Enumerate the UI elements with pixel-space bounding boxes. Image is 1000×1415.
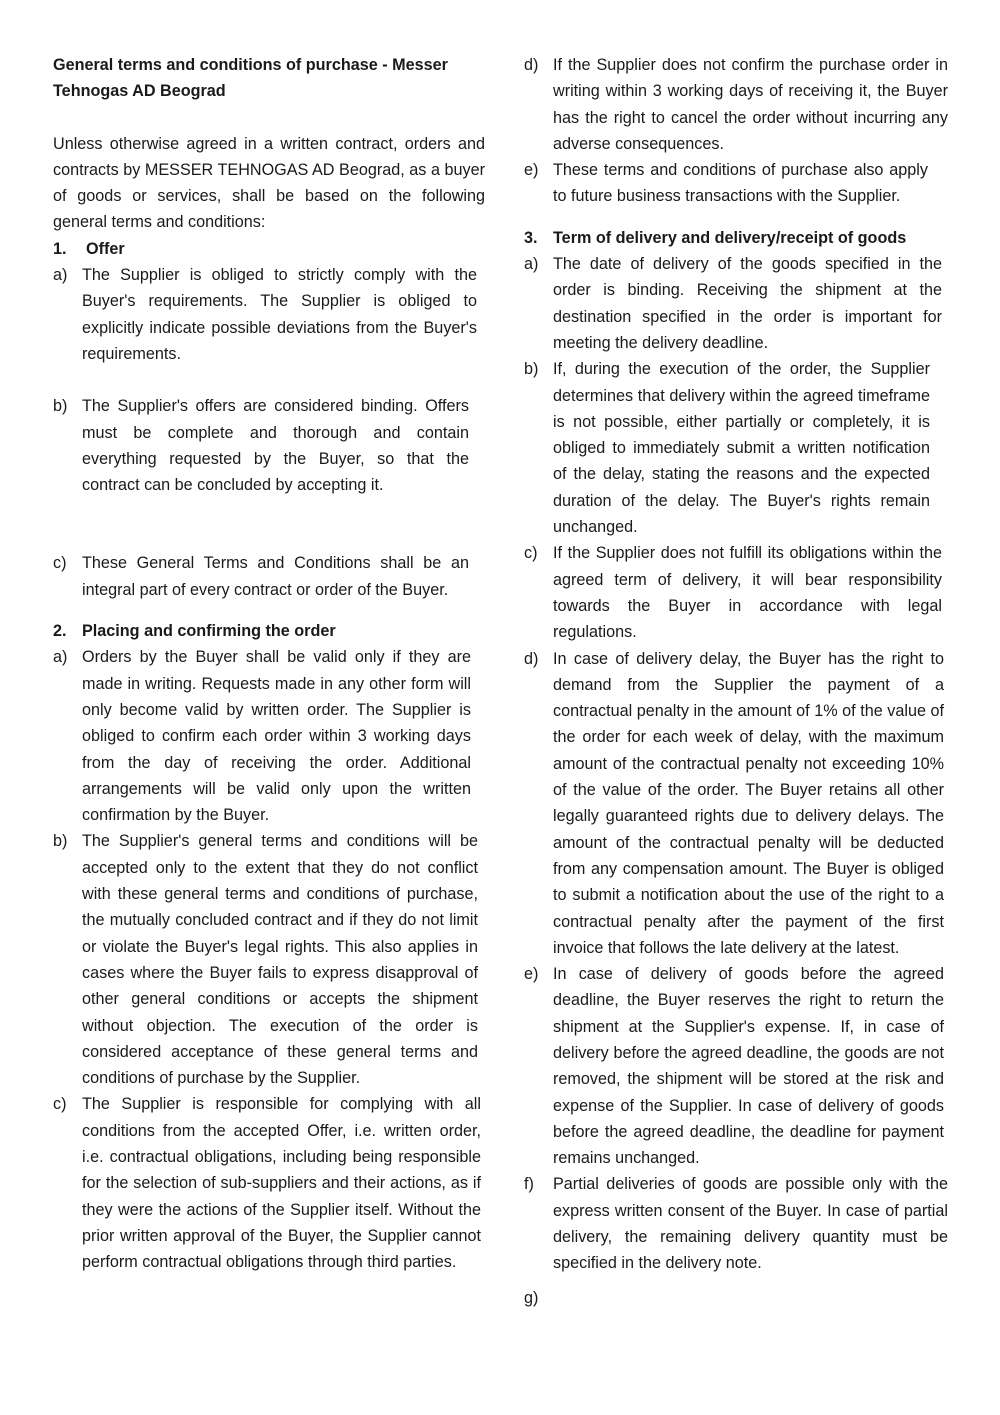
section-heading-offer <box>53 236 485 262</box>
clause-marker: a) <box>53 648 68 667</box>
clause-marker: c) <box>53 1095 67 1114</box>
section-number: 1. <box>53 239 67 258</box>
clause-marker: g) <box>524 1288 539 1307</box>
clause-marker: e) <box>524 161 539 180</box>
document-title: General terms and conditions of purchase - Messer Tehnogas AD Beograd <box>53 56 448 101</box>
section-title: Offer <box>86 239 125 258</box>
clause-text: These terms and conditions of purchase also apply to future business transactions with the Supplier. <box>553 161 928 206</box>
clause-text: Orders by the Buyer shall be valid only if they are made in writing. Requests made in any other form will only become valid by written order. The Supplier is obliged to confirm each order within 3 working days from the day of receiving the order. Additional arrangements will be valid only upon the written confirmation by the Buyer. <box>82 648 471 825</box>
clause-2a <box>53 644 471 828</box>
clause-text: In case of delivery of goods before the agreed deadline, the Buyer reserves the right to return the shipment at the Supplier's expense. If, in case of delivery before the agreed deadline, the goods are not removed, the shipment will be stored at the risk and expense of the Supplier. In case of delivery of goods before the agreed deadline, the deadline for payment remains unchanged. <box>553 965 944 1168</box>
clause-text: Partial deliveries of goods are possible only with the express written consent of the Buyer. In case of partial delivery, the remaining delivery quantity must be specified in the delivery note. <box>553 1175 948 1273</box>
section-title: Placing and confirming the order <box>82 622 336 641</box>
clause-2b <box>53 828 478 1091</box>
clause-1b <box>53 393 469 498</box>
clause-3e <box>524 961 944 1171</box>
intro-paragraph: Unless otherwise agreed in a written contract, orders and contracts by MESSER TEHNOGAS AD Beograd, as a buyer of goods or services, shall be based on the following general terms and conditions: <box>53 134 485 232</box>
left-column <box>53 52 485 1275</box>
section-number: 3. <box>524 228 538 247</box>
clause-text: The Supplier is obliged to strictly comply with the Buyer's requirements. The Supplier is obliged to explicitly indicate possible deviations from the Buyer's requirements. <box>82 266 477 363</box>
clause-marker: b) <box>53 832 68 851</box>
section-number: 2. <box>53 622 67 641</box>
clause-text: If the Supplier does not confirm the purchase order in writing within 3 working days of receiving it, the Buyer has the right to cancel the order without incurring any adverse consequences. <box>553 56 948 153</box>
clause-2c <box>53 1091 481 1275</box>
clause-text <box>553 1285 948 1311</box>
clause-marker: c) <box>53 554 67 573</box>
clause-3d <box>524 646 944 962</box>
clause-3g <box>524 1285 948 1311</box>
clause-text: If the Supplier does not fulfill its obligations within the agreed term of delivery, it will bear responsibility towards the Buyer in accordance with legal regulations. <box>553 544 942 642</box>
clause-3a <box>524 251 942 356</box>
section-title: Term of delivery and delivery/receipt of goods <box>553 228 907 247</box>
clause-3b <box>524 356 930 540</box>
clause-marker: a) <box>524 255 539 274</box>
clause-text: The Supplier's offers are considered binding. Offers must be complete and thorough and contain everything requested by the Buyer, so that the contract can be concluded by accepting it. <box>82 397 469 495</box>
clause-marker: e) <box>524 965 539 984</box>
clause-1a <box>53 262 477 367</box>
clause-2e <box>524 157 928 210</box>
clause-text: In case of delivery delay, the Buyer has the right to demand from the Supplier the payment of a contractual penalty in the amount of 1% of the value of the order for each week of delay, with the maximum amount of the contractual penalty not exceeding 10% of the value of the order. The Buyer retains all other legally guaranteed rights due to delivery delays. The amount of the contractual penalty will be deducted from any compensation amount. The Buyer is obliged to submit a notification about the use of the right to a contractual penalty after the payment of the first invoice that follows the late delivery at the latest. <box>553 649 944 957</box>
clause-text: The Supplier's general terms and conditions will be accepted only to the extent that they do not conflict with these general terms and conditions of purchase, the mutually concluded contract and if they do not limit or violate the Buyer's legal rights. This also applies in cases where the Buyer fails to express disapproval of other general conditions or accepts the shipment without objection. The execution of the order is considered acceptance of these general terms and conditions of purchase by the Supplier. <box>82 832 478 1088</box>
clause-marker: d) <box>524 56 539 74</box>
clause-marker: b) <box>53 397 68 416</box>
section-heading-order <box>53 618 485 644</box>
clause-text: The Supplier is responsible for complying with all conditions from the accepted Offer, i.e. written order, i.e. contractual obligations, including being responsible for the selection of sub-suppliers and their actions, as if they were the actions of the Supplier itself. Without the prior written approval of the Buyer, the Supplier cannot perform contractual obligations through third parties. <box>82 1095 481 1272</box>
clause-marker: f) <box>524 1175 534 1194</box>
clause-1c <box>53 550 469 603</box>
clause-marker: b) <box>524 360 539 379</box>
right-column <box>524 52 948 1311</box>
clause-3c <box>524 540 942 645</box>
clause-marker: a) <box>53 266 68 285</box>
clause-marker: c) <box>524 544 538 563</box>
clause-text: These General Terms and Conditions shall be an integral part of every contract or order of the Buyer. <box>82 554 469 599</box>
clause-text: The date of delivery of the goods specified in the order is binding. Receiving the shipment at the destination specified in the order is important for meeting the delivery deadline. <box>553 255 942 352</box>
clause-3f <box>524 1171 948 1276</box>
clause-marker: d) <box>524 649 539 668</box>
section-heading-delivery <box>524 225 948 251</box>
clause-text: If, during the execution of the order, the Supplier determines that delivery within the agreed timeframe is not possible, either partially or completely, it is obliged to immediately submit a written notification of the delay, stating the reasons and the expected duration of the delay. The Buyer's rights remain unchanged. <box>553 360 930 537</box>
clause-2d <box>524 52 948 157</box>
